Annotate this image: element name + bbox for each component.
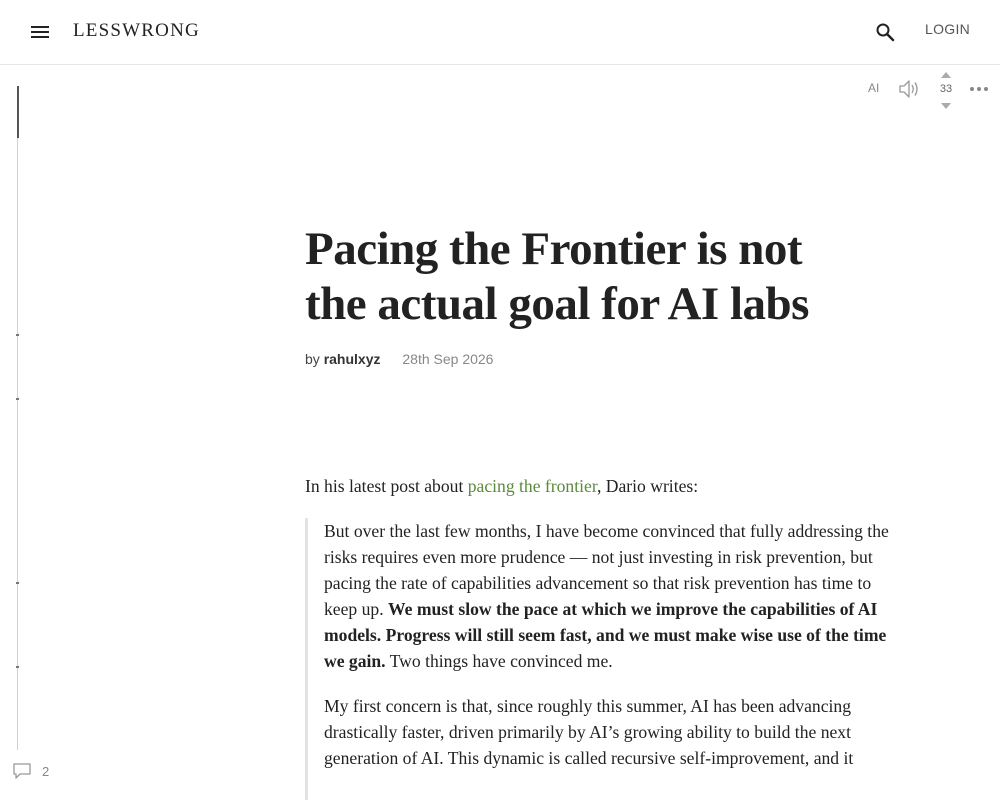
post-title-line-2: the actual goal for AI labs (305, 278, 809, 330)
pacing-the-frontier-link[interactable]: pacing the frontier (467, 476, 597, 496)
quote-paragraph-1 (324, 518, 902, 674)
toc-active-segment[interactable] (17, 86, 19, 138)
byline (305, 351, 493, 367)
comments-indicator[interactable] (12, 762, 49, 780)
top-header (0, 0, 1000, 65)
post-date: 28th Sep 2026 (402, 351, 494, 367)
speaker-icon[interactable] (897, 78, 921, 100)
by-label: by (305, 351, 320, 367)
quote-bold-text: We must slow the pace at which we improve the capabilities of AI models. Progress will still seem fast, and we must make wise use of the time we gain. (324, 599, 887, 671)
site-logo[interactable]: LESSWRONG (73, 20, 200, 41)
post-title (305, 222, 825, 332)
triangle-down-icon[interactable] (941, 103, 951, 109)
intro-text: In his latest post about (305, 476, 468, 496)
toc-segment[interactable] (17, 138, 18, 334)
triangle-up-icon[interactable] (941, 72, 951, 78)
toc-segment[interactable] (17, 400, 18, 582)
vote-widget (934, 70, 958, 112)
hamburger-menu-icon[interactable] (28, 20, 52, 44)
comment-count: 2 (42, 763, 50, 779)
post-intro (305, 473, 905, 499)
quote-text: But over the last few months, I have become convinced that fully addressing the risks requires even more prudence — not just investing in risk prevention, but pacing the rate of capabilities advancement so that risk prevention has time to keep up. (324, 521, 889, 619)
table-of-contents-rail[interactable] (17, 86, 19, 750)
vote-count: 33 (939, 83, 953, 95)
quote-paragraph-2: My first concern is that, since roughly this summer, AI has been advancing drastically faster, driven primarily by AI’s growing ability to build the next generation of AI. This dynamic is called recursive self-improvement, and it (324, 696, 854, 768)
search-icon[interactable] (873, 20, 897, 44)
toc-segment[interactable] (17, 336, 18, 398)
intro-text-end: , Dario writes: (596, 476, 699, 496)
quote-text: Two things have convinced me. (385, 651, 613, 671)
blockquote (305, 518, 905, 800)
ai-summary-button[interactable]: AI (868, 81, 880, 95)
post-title-line-1: Pacing the Frontier is not (305, 223, 803, 275)
toc-segment[interactable] (17, 584, 18, 666)
comment-bubble-icon (12, 762, 32, 780)
login-button[interactable]: LOGIN (925, 21, 971, 37)
author-link[interactable]: rahulxyz (323, 351, 381, 367)
more-dots-icon[interactable] (970, 86, 990, 92)
toc-segment[interactable] (17, 668, 18, 750)
